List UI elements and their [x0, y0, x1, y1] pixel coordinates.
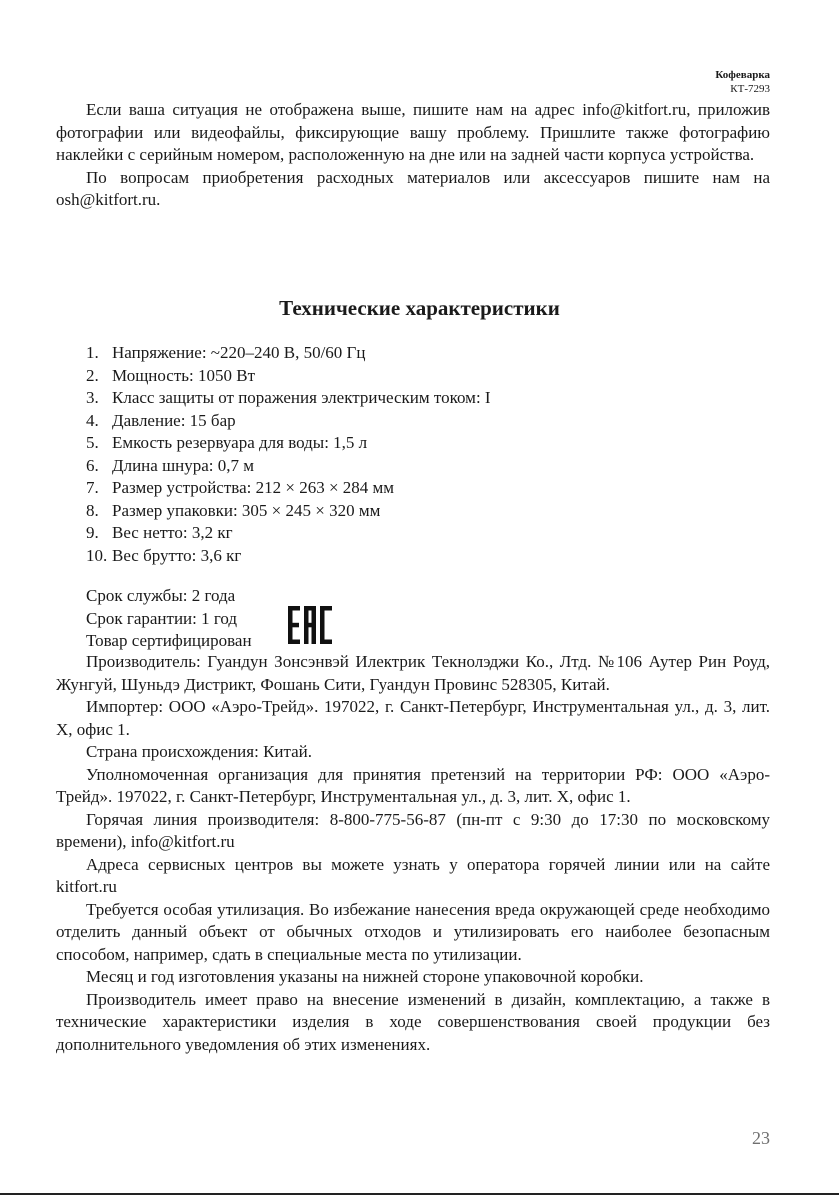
hotline-paragraph: Горячая линия производителя: 8-800-775-56-87 (пн-пт с 9:30 до 17:30 по московскому времени), info@kitfort.ru: [56, 809, 770, 851]
spec-number: 5.: [86, 433, 99, 452]
manufacturer-paragraph: Производитель: Гуандун Зонсэнвэй Илектрик Текнолэджи Ко., Лтд. №106 Аутер Рин Роуд, Жунгуй, Шуньдэ Дистрикт, Фошань Сити, Гуандун Провинс 528305, Китай.: [56, 652, 770, 694]
spec-item: [86, 455, 491, 478]
spec-text: Давление: 15 бар: [112, 410, 236, 430]
spec-text: Вес нетто: 3,2 кг: [112, 523, 233, 542]
spec-number: 2.: [86, 365, 99, 385]
eac-mark-icon: [288, 606, 332, 644]
intro-paragraph: Если ваша ситуация не отображена выше, пишите нам на адрес info@kitfort.ru, приложив фотографии или видеофайлы, фиксирующие вашу проблему. Пришлите также фотографию наклейки с серийным номером, расположенную на дне или на задней части корпуса устройства.: [56, 100, 770, 164]
spec-text: Мощность: 1050 Вт: [112, 365, 256, 385]
spec-item: [86, 432, 491, 455]
disposal-paragraph: Требуется особая утилизация. Во избежание нанесения вреда окружающей среде необходимо отделить данный объект от обычных отходов и утилизировать его наиболее безопасным способом, например, сдать в специальные места по утилизации.: [56, 899, 770, 964]
spec-text: Класс защиты от поражения электрическим током: I: [112, 388, 491, 407]
spec-item: [86, 522, 491, 545]
spec-text: Размер устройства: 212 × 263 × 284 мм: [112, 478, 395, 497]
spec-text: Длина шнура: 0,7 м: [112, 455, 255, 475]
spec-text: Размер упаковки: 305 × 245 × 320 мм: [112, 500, 381, 520]
spec-number: 7.: [86, 478, 99, 497]
service-life: Срок службы: 2 года: [86, 586, 236, 605]
origin-paragraph: Страна происхождения: Китай.: [86, 742, 313, 761]
spec-item: [86, 545, 491, 568]
spec-number: 10.: [86, 545, 108, 565]
spec-number: 6.: [86, 455, 99, 475]
claims-org-paragraph: Уполномоченная организация для принятия претензий на территории РФ: ООО «Аэро-Трейд». 197022, г. Санкт-Петербург, Инструментальная ул., д. 3, лит. Х, офис 1.: [56, 764, 770, 806]
service-centers-paragraph: Адреса сервисных центров вы можете узнать у оператора горячей линии или на сайте kitfort.ru: [56, 854, 770, 896]
spec-text: Напряжение: ~220–240 В, 50/60 Гц: [112, 343, 366, 362]
spec-number: 3.: [86, 388, 99, 407]
page-number: 23: [752, 1128, 770, 1148]
spec-item: [86, 365, 491, 388]
warranty-period: Срок гарантии: 1 год: [86, 608, 238, 628]
changes-notice-paragraph: Производитель имеет право на внесение изменений в дизайн, комплектацию, а также в технические характеристики изделия в ходе совершенствования своей продукции без дополнительного уведомления об этих изменениях.: [56, 989, 770, 1054]
details-section: [56, 651, 770, 1056]
spec-text: Вес брутто: 3,6 кг: [112, 545, 242, 565]
section-title: Технические характеристики: [279, 296, 560, 320]
spec-number: 8.: [86, 500, 99, 520]
spec-item: [86, 342, 491, 365]
page-bottom-divider: [0, 1193, 839, 1195]
terms-block: [86, 585, 252, 653]
importer-paragraph: Импортер: ООО «Аэро-Трейд». 197022, г. Санкт-Петербург, Инструментальная ул., д. 3, лит. Х, офис 1.: [56, 697, 770, 739]
spec-number: 4.: [86, 410, 99, 430]
manufacture-date-paragraph: Месяц и год изготовления указаны на нижней стороне упаковочной коробки.: [86, 967, 644, 986]
spec-item: [86, 410, 491, 433]
header-product: Кофеварка: [715, 69, 770, 81]
spec-number: 1.: [86, 343, 99, 362]
specs-list: [86, 342, 491, 567]
spec-number: 9.: [86, 523, 99, 542]
intro-paragraph: По вопросам приобретения расходных материалов или аксессуаров пишите нам на osh@kitfort.ru.: [56, 167, 770, 209]
certified-note: Товар сертифицирован: [86, 631, 252, 650]
intro-section: [56, 99, 770, 212]
spec-item: [86, 500, 491, 523]
spec-item: [86, 477, 491, 500]
header-model: КТ-7293: [730, 83, 770, 95]
spec-item: [86, 387, 491, 410]
spec-text: Емкость резервуара для воды: 1,5 л: [112, 433, 368, 452]
page-header: [715, 68, 770, 96]
